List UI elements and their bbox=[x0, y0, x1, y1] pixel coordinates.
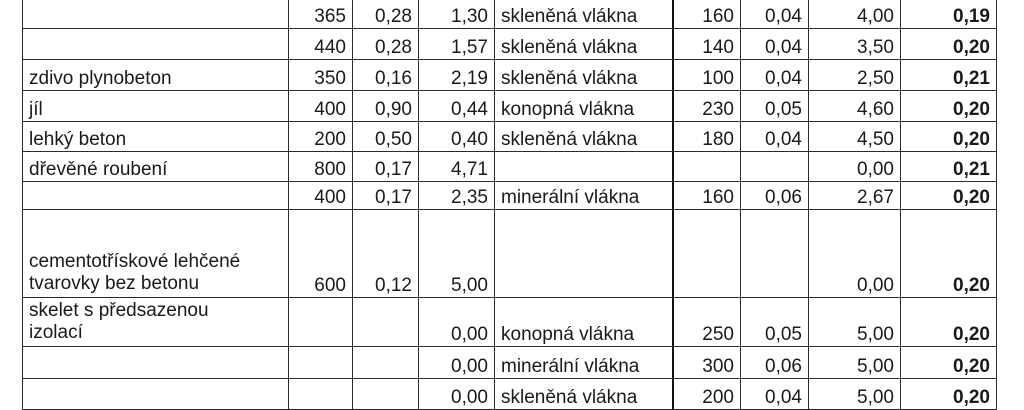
insulation-conductivity-cell bbox=[741, 152, 809, 182]
insulation-resistance-cell: 4,00 bbox=[809, 0, 901, 29]
conductivity-cell: 0,12 bbox=[353, 210, 419, 298]
resistance-cell: 0,40 bbox=[419, 122, 495, 152]
insulation-conductivity-cell: 0,04 bbox=[741, 60, 809, 91]
material-name-line: skelet s předsazenou bbox=[29, 300, 209, 322]
material-name-cell bbox=[23, 182, 289, 210]
material-name-cell bbox=[23, 0, 289, 29]
insulation-type-cell: konopná vlákna bbox=[495, 298, 673, 347]
resistance-cell: 2,35 bbox=[419, 182, 495, 210]
thickness-cell bbox=[289, 347, 353, 379]
insulation-type-cell: minerální vlákna bbox=[495, 182, 673, 210]
table-row bbox=[23, 347, 997, 379]
table-row bbox=[23, 379, 997, 410]
thickness-cell: 350 bbox=[289, 60, 353, 91]
insulation-type-cell bbox=[495, 210, 673, 298]
insulation-conductivity-cell: 0,04 bbox=[741, 379, 809, 410]
insulation-thickness-cell: 140 bbox=[673, 29, 741, 60]
u-value-cell: 0,20 bbox=[901, 298, 997, 347]
resistance-cell: 0,00 bbox=[419, 298, 495, 347]
thickness-cell: 365 bbox=[289, 0, 353, 29]
resistance-cell: 1,57 bbox=[419, 29, 495, 60]
insulation-type-cell: skleněná vlákna bbox=[495, 379, 673, 410]
insulation-conductivity-cell: 0,06 bbox=[741, 182, 809, 210]
insulation-type-cell: skleněná vlákna bbox=[495, 0, 673, 29]
insulation-thickness-cell: 250 bbox=[673, 298, 741, 347]
table-row bbox=[23, 152, 997, 182]
material-table bbox=[22, 0, 997, 410]
material-name-line: tvarovky bez betonu bbox=[29, 273, 200, 295]
thickness-cell bbox=[289, 298, 353, 347]
u-value-cell: 0,20 bbox=[901, 122, 997, 152]
thickness-cell: 400 bbox=[289, 91, 353, 122]
conductivity-cell bbox=[353, 379, 419, 410]
conductivity-cell: 0,28 bbox=[353, 29, 419, 60]
table-row bbox=[23, 210, 997, 298]
conductivity-cell: 0,16 bbox=[353, 60, 419, 91]
material-name-cell: lehký beton bbox=[23, 122, 289, 152]
insulation-conductivity-cell: 0,04 bbox=[741, 0, 809, 29]
table-row bbox=[23, 298, 997, 347]
insulation-conductivity-cell: 0,06 bbox=[741, 347, 809, 379]
thickness-cell: 600 bbox=[289, 210, 353, 298]
insulation-thickness-cell bbox=[673, 152, 741, 182]
insulation-resistance-cell: 4,50 bbox=[809, 122, 901, 152]
thickness-cell: 400 bbox=[289, 182, 353, 210]
table-row bbox=[23, 0, 997, 29]
insulation-type-cell bbox=[495, 152, 673, 182]
table-row bbox=[23, 91, 997, 122]
resistance-cell: 0,44 bbox=[419, 91, 495, 122]
material-name-cell bbox=[23, 298, 289, 347]
u-value-cell: 0,20 bbox=[901, 29, 997, 60]
insulation-resistance-cell: 4,60 bbox=[809, 91, 901, 122]
insulation-thickness-cell: 160 bbox=[673, 0, 741, 29]
insulation-thickness-cell: 230 bbox=[673, 91, 741, 122]
resistance-cell: 0,00 bbox=[419, 347, 495, 379]
conductivity-cell bbox=[353, 298, 419, 347]
insulation-type-cell: konopná vlákna bbox=[495, 91, 673, 122]
insulation-conductivity-cell: 0,04 bbox=[741, 122, 809, 152]
resistance-cell: 4,71 bbox=[419, 152, 495, 182]
insulation-resistance-cell: 2,50 bbox=[809, 60, 901, 91]
u-value-cell: 0,20 bbox=[901, 182, 997, 210]
insulation-thickness-cell: 180 bbox=[673, 122, 741, 152]
material-name-cell bbox=[23, 379, 289, 410]
insulation-thickness-cell: 200 bbox=[673, 379, 741, 410]
insulation-conductivity-cell: 0,04 bbox=[741, 29, 809, 60]
insulation-type-cell: minerální vlákna bbox=[495, 347, 673, 379]
insulation-type-cell: skleněná vlákna bbox=[495, 29, 673, 60]
conductivity-cell: 0,17 bbox=[353, 182, 419, 210]
insulation-conductivity-cell: 0,05 bbox=[741, 298, 809, 347]
resistance-cell: 1,30 bbox=[419, 0, 495, 29]
thickness-cell bbox=[289, 379, 353, 410]
material-name-cell: jíl bbox=[23, 91, 289, 122]
insulation-conductivity-cell bbox=[741, 210, 809, 298]
table-row bbox=[23, 182, 997, 210]
u-value-cell: 0,21 bbox=[901, 152, 997, 182]
material-name-line: izolací bbox=[29, 322, 83, 344]
insulation-resistance-cell: 0,00 bbox=[809, 210, 901, 298]
u-value-cell: 0,21 bbox=[901, 60, 997, 91]
insulation-resistance-cell: 0,00 bbox=[809, 152, 901, 182]
insulation-thickness-cell bbox=[673, 210, 741, 298]
table-row bbox=[23, 60, 997, 91]
insulation-conductivity-cell: 0,05 bbox=[741, 91, 809, 122]
table-row bbox=[23, 29, 997, 60]
material-name-cell bbox=[23, 210, 289, 298]
resistance-cell: 0,00 bbox=[419, 379, 495, 410]
insulation-resistance-cell: 2,67 bbox=[809, 182, 901, 210]
insulation-resistance-cell: 5,00 bbox=[809, 347, 901, 379]
insulation-thickness-cell: 100 bbox=[673, 60, 741, 91]
u-value-cell: 0,20 bbox=[901, 210, 997, 298]
conductivity-cell: 0,17 bbox=[353, 152, 419, 182]
table-row bbox=[23, 122, 997, 152]
u-value-cell: 0,20 bbox=[901, 379, 997, 410]
material-name-cell bbox=[23, 29, 289, 60]
resistance-cell: 2,19 bbox=[419, 60, 495, 91]
thickness-cell: 200 bbox=[289, 122, 353, 152]
conductivity-cell: 0,28 bbox=[353, 0, 419, 29]
material-name-cell: dřevěné roubení bbox=[23, 152, 289, 182]
material-name-cell bbox=[23, 347, 289, 379]
insulation-type-cell: skleněná vlákna bbox=[495, 122, 673, 152]
insulation-resistance-cell: 5,00 bbox=[809, 298, 901, 347]
resistance-cell: 5,00 bbox=[419, 210, 495, 298]
u-value-cell: 0,20 bbox=[901, 347, 997, 379]
material-name-cell: zdivo plynobeton bbox=[23, 60, 289, 91]
conductivity-cell: 0,50 bbox=[353, 122, 419, 152]
conductivity-cell: 0,90 bbox=[353, 91, 419, 122]
u-value-cell: 0,19 bbox=[901, 0, 997, 29]
insulation-thickness-cell: 160 bbox=[673, 182, 741, 210]
insulation-thickness-cell: 300 bbox=[673, 347, 741, 379]
insulation-resistance-cell: 3,50 bbox=[809, 29, 901, 60]
insulation-type-cell: skleněná vlákna bbox=[495, 60, 673, 91]
material-name-line: cementotřískové lehčené bbox=[29, 251, 241, 273]
u-value-cell: 0,20 bbox=[901, 91, 997, 122]
thickness-cell: 800 bbox=[289, 152, 353, 182]
thickness-cell: 440 bbox=[289, 29, 353, 60]
insulation-resistance-cell: 5,00 bbox=[809, 379, 901, 410]
conductivity-cell bbox=[353, 347, 419, 379]
